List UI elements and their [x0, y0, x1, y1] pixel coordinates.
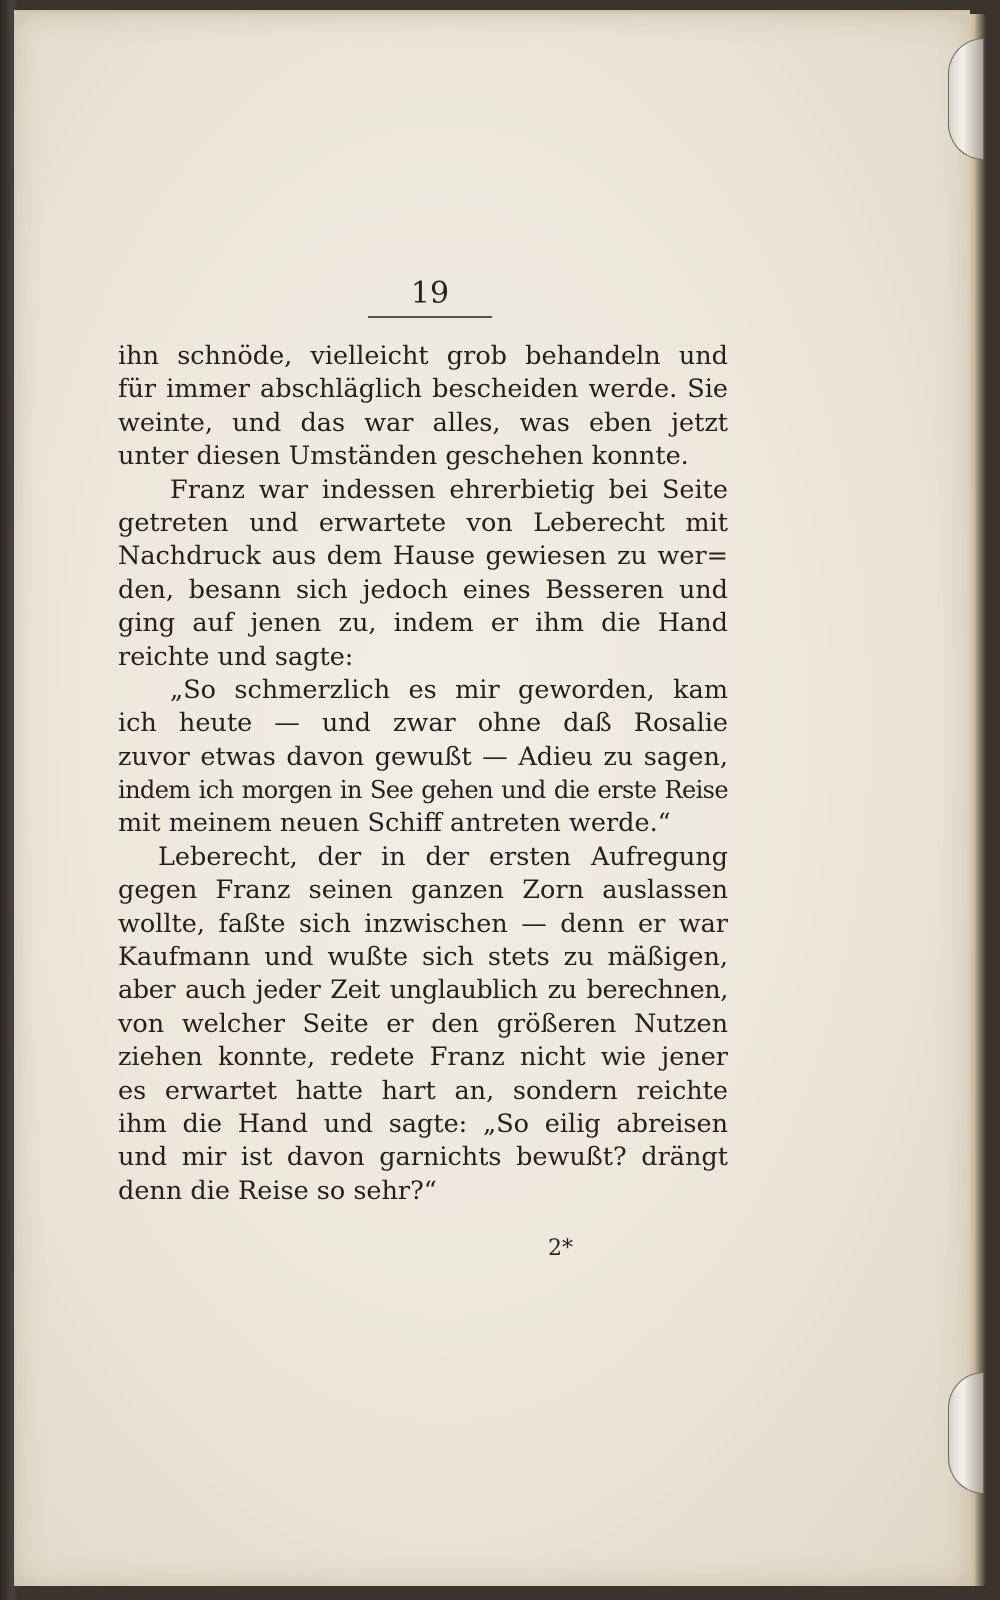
text-line: ich heute — und zwar ohne daß Rosalie: [118, 708, 728, 739]
text-line: reichte und sagte:: [118, 641, 354, 672]
text-line: unter diesen Umständen geschehen konnte.: [118, 441, 689, 472]
text-line: Leberecht, der in der ersten Aufregung: [158, 841, 728, 872]
text-line: aber auch jeder Zeit unglaublich zu berechnen,: [118, 975, 728, 1006]
scanner-clamp-bottom: [948, 1372, 984, 1494]
text-line: weinte, und das war alles, was eben jetzt: [118, 407, 728, 438]
text-line: von welcher Seite er den größeren Nutzen: [118, 1008, 728, 1039]
text-line: ziehen konnte, redete Franz nicht wie jener: [118, 1042, 728, 1073]
text-line: „So schmerzlich es mir geworden, kam: [170, 674, 728, 705]
text-line: es erwartet hatte hart an, sondern reichte: [118, 1075, 728, 1106]
text-line: ihn schnöde, vielleicht grob behandeln und: [118, 341, 728, 371]
printer-signature-mark: 2*: [548, 1236, 573, 1261]
text-line: zuvor etwas davon gewußt — Adieu zu sagen,: [118, 741, 728, 772]
page-number: 19: [410, 276, 450, 311]
text-line: ging auf jenen zu, indem er ihm die Hand: [118, 608, 728, 639]
text-line: Nachdruck aus dem Hause gewiesen zu wer=: [118, 541, 728, 572]
text-line: getreten und erwartete von Leberecht mit: [118, 507, 728, 538]
header-rule: [368, 316, 492, 318]
body-text: [118, 340, 728, 1208]
text-line: denn die Reise so sehr?“: [118, 1175, 437, 1206]
text-line: ihm die Hand und sagte: „So eilig abreisen: [118, 1108, 728, 1139]
text-line: indem ich morgen in See gehen und die erste Reise: [118, 776, 728, 805]
text-line: wollte, faßte sich inzwischen — denn er war: [118, 908, 728, 939]
text-line: gegen Franz seinen ganzen Zorn auslassen: [118, 875, 728, 906]
text-line: Kaufmann und wußte sich stets zu mäßigen,: [118, 942, 728, 973]
text-line: Franz war indessen ehrerbietig bei Seite: [170, 474, 728, 505]
text-line: mit meinem neuen Schiff antreten werde.“: [118, 808, 671, 839]
text-line: und mir ist davon garnichts bewußt? drängt: [118, 1142, 728, 1173]
text-line: für immer abschläglich bescheiden werde. Sie: [118, 374, 728, 405]
scanner-clamp-top: [948, 38, 984, 160]
text-line: den, besann sich jedoch eines Besseren und: [118, 574, 728, 605]
